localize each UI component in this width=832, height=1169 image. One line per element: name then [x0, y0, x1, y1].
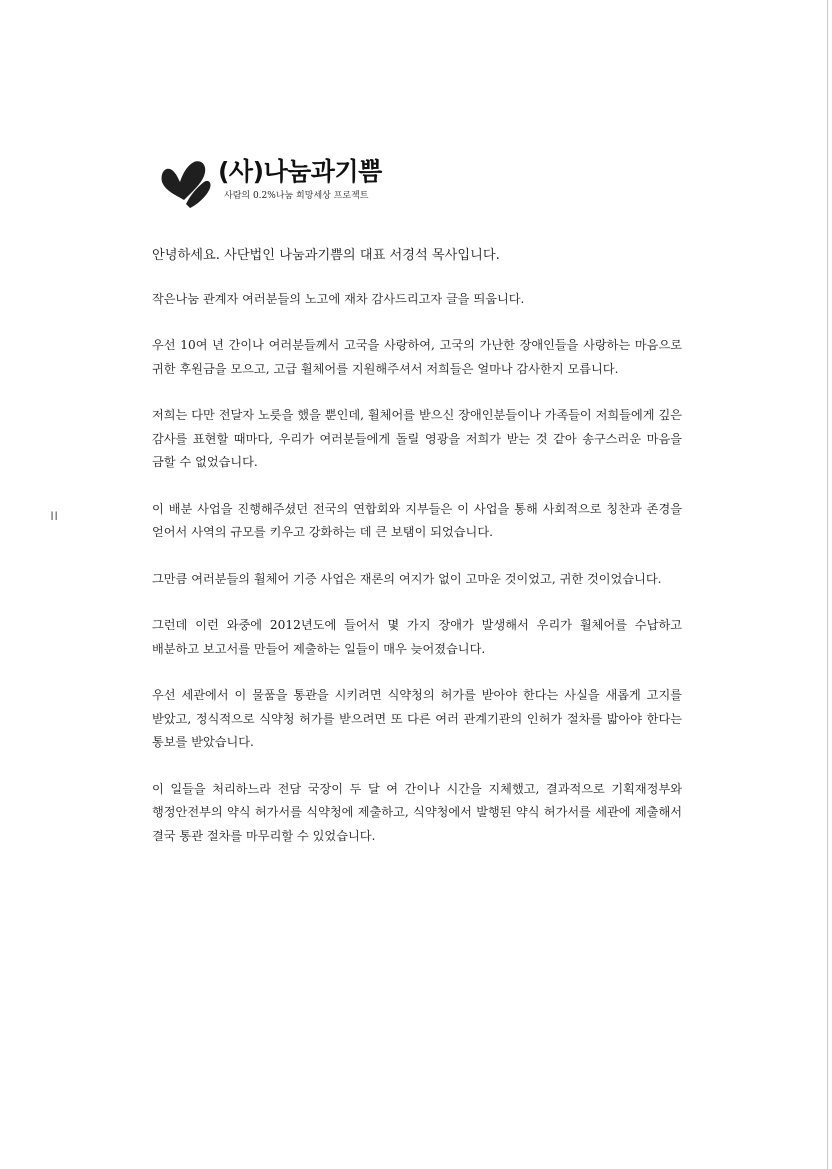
margin-mark: ıı [50, 506, 59, 524]
hands-heart-logo-icon [156, 152, 214, 210]
paragraph: 이 일들을 처리하느라 전담 국장이 두 달 여 간이나 시간을 지체했고, 결과적으로 기획재정부와 행정안전부의 약식 허가서를 식약청에 제출하고, 식약청에서 발행된 약식 허가서를 세관에 제출해서 결국 통관 절차를 마무리할 수 있었습니다. [152, 781, 682, 843]
organization-name: (사)나눔과기쁨 [218, 157, 382, 186]
scan-edge-line [827, 0, 828, 1169]
paragraph: 그만큼 여러분들의 휠체어 기증 사업은 재론의 여지가 없이 고마운 것이었고, 귀한 것이었습니다. [152, 571, 662, 586]
paragraph-greeting: 안녕하세요. 사단법인 나눔과기쁨의 대표 서경석 목사입니다. [152, 248, 500, 263]
paragraph: 작은나눔 관계자 여러분들의 노고에 재차 감사드리고자 글을 띄웁니다. [152, 291, 525, 306]
letterhead [156, 152, 382, 210]
paragraph: 저희는 다만 전달자 노릇을 했을 뿐인데, 휠체어를 받으신 장애인분들이나 가족들이 저희들에게 깊은 감사를 표현할 때마다, 우리가 여러분들에게 돌릴 영광을 저희가 받는 것 같아 송구스러운 마음을 금할 수 없었습니다. [152, 408, 682, 469]
organization-slogan: 사람의 0.2%나눔 희망세상 프로젝트 [224, 191, 369, 201]
paragraph: 이 배분 사업을 진행해주셨던 전국의 연합회와 지부들은 이 사업을 통해 사회적으로 칭찬과 존경을 얻어서 사역의 규모를 키우고 강화하는 데 큰 보탬이 되었습니다. [152, 501, 682, 539]
letter-body [152, 244, 682, 871]
paragraph: 우선 10여 년 간이나 여러분들께서 고국을 사랑하여, 고국의 가난한 장애인들을 사랑하는 마음으로 귀한 후원금을 모으고, 고급 휠체어를 지원해주셔서 저희들은 얼마나 감사한지 모릅니다. [152, 338, 682, 376]
paragraph: 우선 세관에서 이 물품을 통관을 시키려면 식약청의 허가를 받아야 한다는 사실을 새롭게 고지를 받았고, 정식적으로 식약청 허가를 받으려면 또 다른 여러 관계기관의 인허가 절차를 밟아야 한다는 통보를 받았습니다. [152, 688, 682, 749]
paragraph: 그런데 이런 와중에 2012년도에 들어서 몇 가지 장애가 발생해서 우리가 휠체어를 수납하고 배분하고 보고서를 만들어 제출하는 일들이 매우 늦어졌습니다. [152, 618, 682, 656]
